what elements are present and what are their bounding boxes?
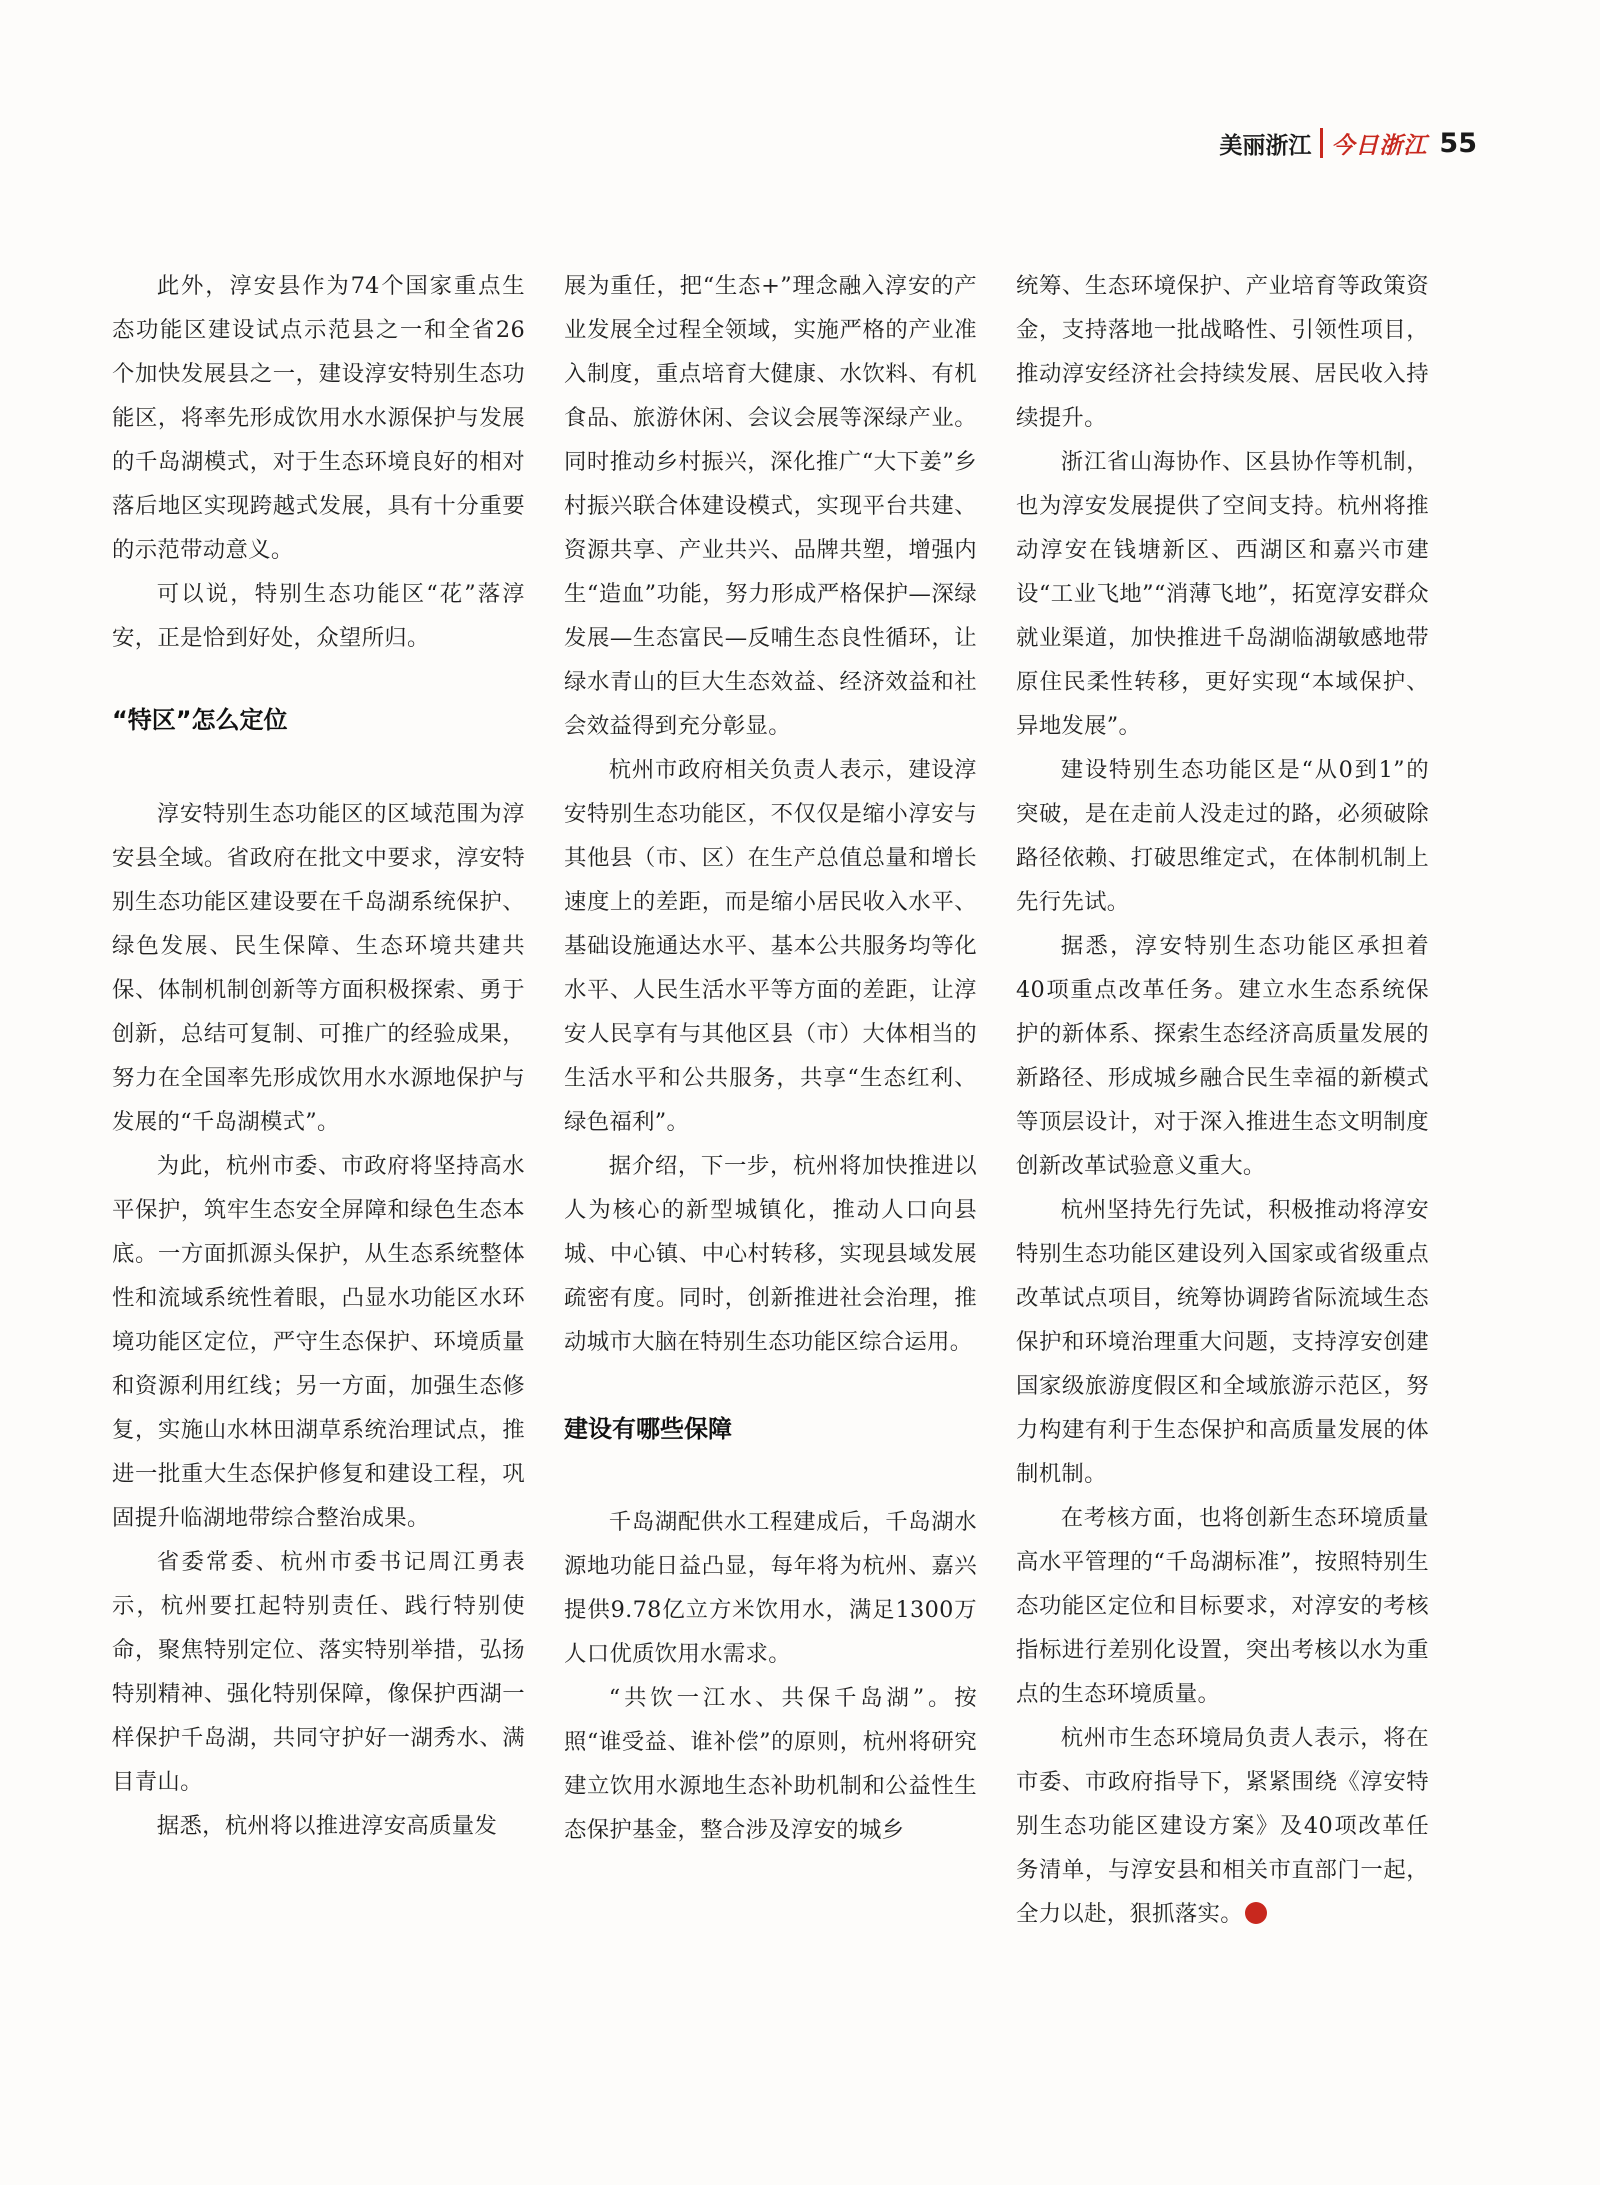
paragraph: 据悉，淳安特别生态功能区承担着40项重点改革任务。建立水生态系统保护的新体系、探索生态经济高质量发展的新路径、形成城乡融合民生幸福的新模式等顶层设计，对于深入推进生态文明制度创新改革试验意义重大。 bbox=[1016, 933, 1429, 1179]
paragraph: 为此，杭州市委、市政府将坚持高水平保护，筑牢生态安全屏障和绿色生态本底。一方面抓源头保护，从生态系统整体性和流域系统性着眼，凸显水功能区水环境功能区定位，严守生态保护、环境质量和资源利用红线；另一方面，加强生态修复，实施山水林田湖草系统治理试点，推进一批重大生态保护修复和建设工程，巩固提升临湖地带综合整治成果。 bbox=[112, 1153, 525, 1531]
paragraph: “共饮一江水、共保千岛湖”。按照“谁受益、谁补偿”的原则，杭州将研究建立饮用水源地生态补助机制和公益性生态保护基金，整合涉及淳安的城乡 bbox=[564, 1685, 977, 1843]
article-column-3 bbox=[1016, 264, 1429, 1936]
paragraph: 据悉，杭州将以推进淳安高质量发 bbox=[156, 1813, 498, 1839]
paragraph: 浙江省山海协作、区县协作等机制，也为淳安发展提供了空间支持。杭州将推动淳安在钱塘新区、西湖区和嘉兴市建设“工业飞地”“消薄飞地”，拓宽淳安群众就业渠道，加快推进千岛湖临湖敏感地带原住民柔性转移，更好实现“本域保护、异地发展”。 bbox=[1016, 449, 1429, 739]
paragraph: 建设特别生态功能区是“从0到1”的突破，是在走前人没走过的路，必须破除路径依赖、打破思维定式，在体制机制上先行先试。 bbox=[1016, 757, 1429, 915]
paragraph: 在考核方面，也将创新生态环境质量高水平管理的“千岛湖标准”，按照特别生态功能区定位和目标要求，对淳安的考核指标进行差别化设置，突出考核以水为重点的生态环境质量。 bbox=[1016, 1505, 1429, 1707]
paragraph-continued: 展为重任，把“生态+”理念融入淳安的产业发展全过程全领域，实施严格的产业准入制度，重点培育大健康、水饮料、有机食品、旅游休闲、会议会展等深绿产业。同时推动乡村振兴，深化推广“大下姜”乡村振兴联合体建设模式，实现平台共建、资源共享、产业共兴、品牌共塑，增强内生“造血”功能，努力形成严格保护—深绿发展—生态富民—反哺生态良性循环，让绿水青山的巨大生态效益、经济效益和社会效益得到充分彰显。 bbox=[564, 273, 977, 739]
paragraph-continued: 统筹、生态环境保护、产业培育等政策资金，支持落地一批战略性、引领性项目，推动淳安经济社会持续发展、居民收入持续提升。 bbox=[1016, 273, 1429, 431]
page-number: 55 bbox=[1439, 127, 1477, 159]
magazine-logo: 今日浙江 bbox=[1331, 131, 1428, 159]
final-paragraph-text: 杭州市生态环境局负责人表示，将在市委、市政府指导下，紧紧围绕《淳安特别生态功能区建设方案》及40项改革任务清单，与淳安县和相关市直部门一起，全力以赴，狠抓落实。 bbox=[1016, 1725, 1429, 1927]
paragraph: 据介绍，下一步，杭州将加快推进以人为核心的新型城镇化，推动人口向县城、中心镇、中心村转移，实现县域发展疏密有度。同时，创新推进社会治理，推动城市大脑在特别生态功能区综合运用。 bbox=[564, 1153, 977, 1355]
section-heading-positioning: “特区”怎么定位 bbox=[112, 706, 288, 734]
paragraph: 千岛湖配供水工程建成后，千岛湖水源地功能日益凸显，每年将为杭州、嘉兴提供9.78亿立方米饮用水，满足1300万人口优质饮用水需求。 bbox=[564, 1509, 977, 1667]
article-column-2 bbox=[564, 264, 977, 1852]
section-name: 美丽浙江 bbox=[1219, 132, 1312, 159]
paragraph: 杭州市政府相关负责人表示，建设淳安特别生态功能区，不仅仅是缩小淳安与其他县（市、区）在生产总值总量和增长速度上的差距，而是缩小居民收入水平、基础设施通达水平、基本公共服务均等化水平、人民生活水平等方面的差距，让淳安人民享有与其他区县（市）大体相当的生活水平和公共服务，共享“生态红利、绿色福利”。 bbox=[564, 757, 977, 1135]
paragraph: 淳安特别生态功能区的区域范围为淳安县全域。省政府在批文中要求，淳安特别生态功能区建设要在千岛湖系统保护、绿色发展、民生保障、生态环境共建共保、体制机制创新等方面积极探索、勇于创新，总结可复制、可推广的经验成果，努力在全国率先形成饮用水水源地保护与发展的“千岛湖模式”。 bbox=[112, 801, 525, 1135]
paragraph: 此外，淳安县作为74个国家重点生态功能区建设试点示范县之一和全省26个加快发展县之一，建设淳安特别生态功能区，将率先形成饮用水水源保护与发展的千岛湖模式，对于生态环境良好的相对落后地区实现跨越式发展，具有十分重要的示范带动意义。 bbox=[112, 273, 525, 563]
header-separator bbox=[1320, 128, 1323, 158]
end-of-article-icon bbox=[1245, 1902, 1267, 1924]
paragraph-final bbox=[1016, 1716, 1429, 1936]
paragraph: 杭州坚持先行先试，积极推动将淳安特别生态功能区建设列入国家或省级重点改革试点项目，统筹协调跨省际流域生态保护和环境治理重大问题，支持淳安创建国家级旅游度假区和全域旅游示范区，努力构建有利于生态保护和高质量发展的体制机制。 bbox=[1016, 1197, 1429, 1487]
article-column-1 bbox=[112, 264, 525, 1848]
page-header bbox=[1219, 118, 1477, 168]
section-heading-guarantees: 建设有哪些保障 bbox=[564, 1415, 732, 1443]
paragraph: 省委常委、杭州市委书记周江勇表示，杭州要扛起特别责任、践行特别使命，聚焦特别定位、落实特别举措，弘扬特别精神、强化特别保障，像保护西湖一样保护千岛湖，共同守护好一湖秀水、满目青山。 bbox=[112, 1549, 525, 1795]
paragraph: 可以说，特别生态功能区“花”落淳安，正是恰到好处，众望所归。 bbox=[112, 581, 525, 651]
